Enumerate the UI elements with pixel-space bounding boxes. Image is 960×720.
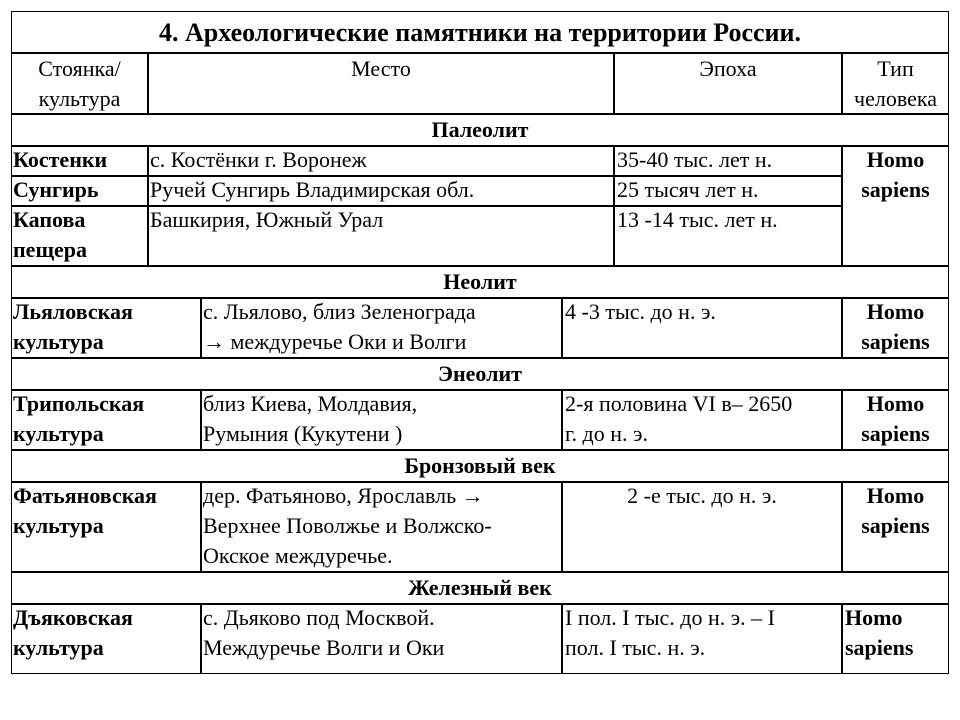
header-type-line2: человека (854, 86, 937, 111)
human-type: Homo (845, 605, 903, 630)
site-name: Льяловская (13, 299, 133, 324)
site-place: Верхнее Поволжье и Волжско- (203, 513, 492, 538)
human-type: sapiens (861, 421, 930, 446)
site-name: Костенки (13, 147, 108, 172)
human-type: Homo (866, 299, 925, 324)
human-type: Homo (866, 483, 925, 508)
site-place: дер. Фатьяново, Ярославль → (203, 483, 484, 508)
period-neolith: Неолит (443, 269, 517, 294)
period-iron: Железный век (408, 575, 552, 600)
human-type: sapiens (861, 513, 930, 538)
human-type: Homo (866, 147, 925, 172)
site-name: культура (13, 421, 104, 446)
site-name: культура (13, 329, 104, 354)
site-epoch: пол. I тыс. н. э. (565, 635, 706, 660)
site-place: Башкирия, Южный Урал (150, 207, 384, 232)
site-name: культура (13, 513, 104, 538)
site-place: с. Дьяково под Москвой. (203, 605, 435, 630)
site-place: с. Костёнки г. Воронеж (150, 147, 367, 172)
site-epoch: г. до н. э. (565, 421, 648, 446)
site-epoch: 2-я половина VI в– 2650 (565, 391, 793, 416)
site-epoch: 35-40 тыс. лет н. (617, 147, 773, 172)
header-site-line2: культура (38, 86, 121, 111)
period-paleolith: Палеолит (431, 117, 529, 142)
site-epoch: 25 тысяч лет н. (617, 177, 759, 202)
site-name: Сунгирь (13, 177, 99, 202)
site-name: пещера (13, 237, 88, 262)
period-bronze: Бронзовый век (404, 453, 556, 478)
site-epoch: I пол. I тыс. до н. э. – I (565, 605, 776, 630)
human-type: sapiens (845, 635, 914, 660)
period-eneolith: Энеолит (438, 361, 522, 386)
site-epoch: 13 -14 тыс. лет н. (617, 207, 778, 232)
site-name: Фатьяновская (13, 483, 157, 508)
site-place: близ Киева, Молдавия, (203, 391, 418, 416)
page-title: 4. Археологические памятники на территории России. (159, 18, 801, 47)
human-type: Homo (866, 391, 925, 416)
site-place: с. Льялово, близ Зеленограда (203, 299, 476, 324)
site-name: культура (13, 635, 104, 660)
site-name: Капова (13, 207, 86, 232)
header-epoch: Эпоха (699, 56, 757, 81)
human-type: sapiens (861, 329, 930, 354)
header-site-line1: Стоянка/ (38, 56, 121, 81)
site-place: Междуречье Волги и Оки (203, 635, 445, 660)
site-place: Румыния (Кукутени ) (203, 421, 403, 446)
site-epoch: 2 -е тыс. до н. э. (627, 483, 777, 508)
site-name: Трипольская (13, 391, 145, 416)
header-type-line1: Тип (877, 56, 914, 81)
human-type: sapiens (861, 177, 930, 202)
site-place: Ручей Сунгирь Владимирская обл. (150, 177, 475, 202)
site-place: → междуречье Оки и Волги (203, 329, 467, 354)
site-name: Дъяковская (13, 605, 133, 630)
header-place: Место (351, 56, 411, 81)
site-epoch: 4 -3 тыс. до н. э. (565, 299, 716, 324)
site-place: Окское междуречье. (203, 543, 393, 568)
